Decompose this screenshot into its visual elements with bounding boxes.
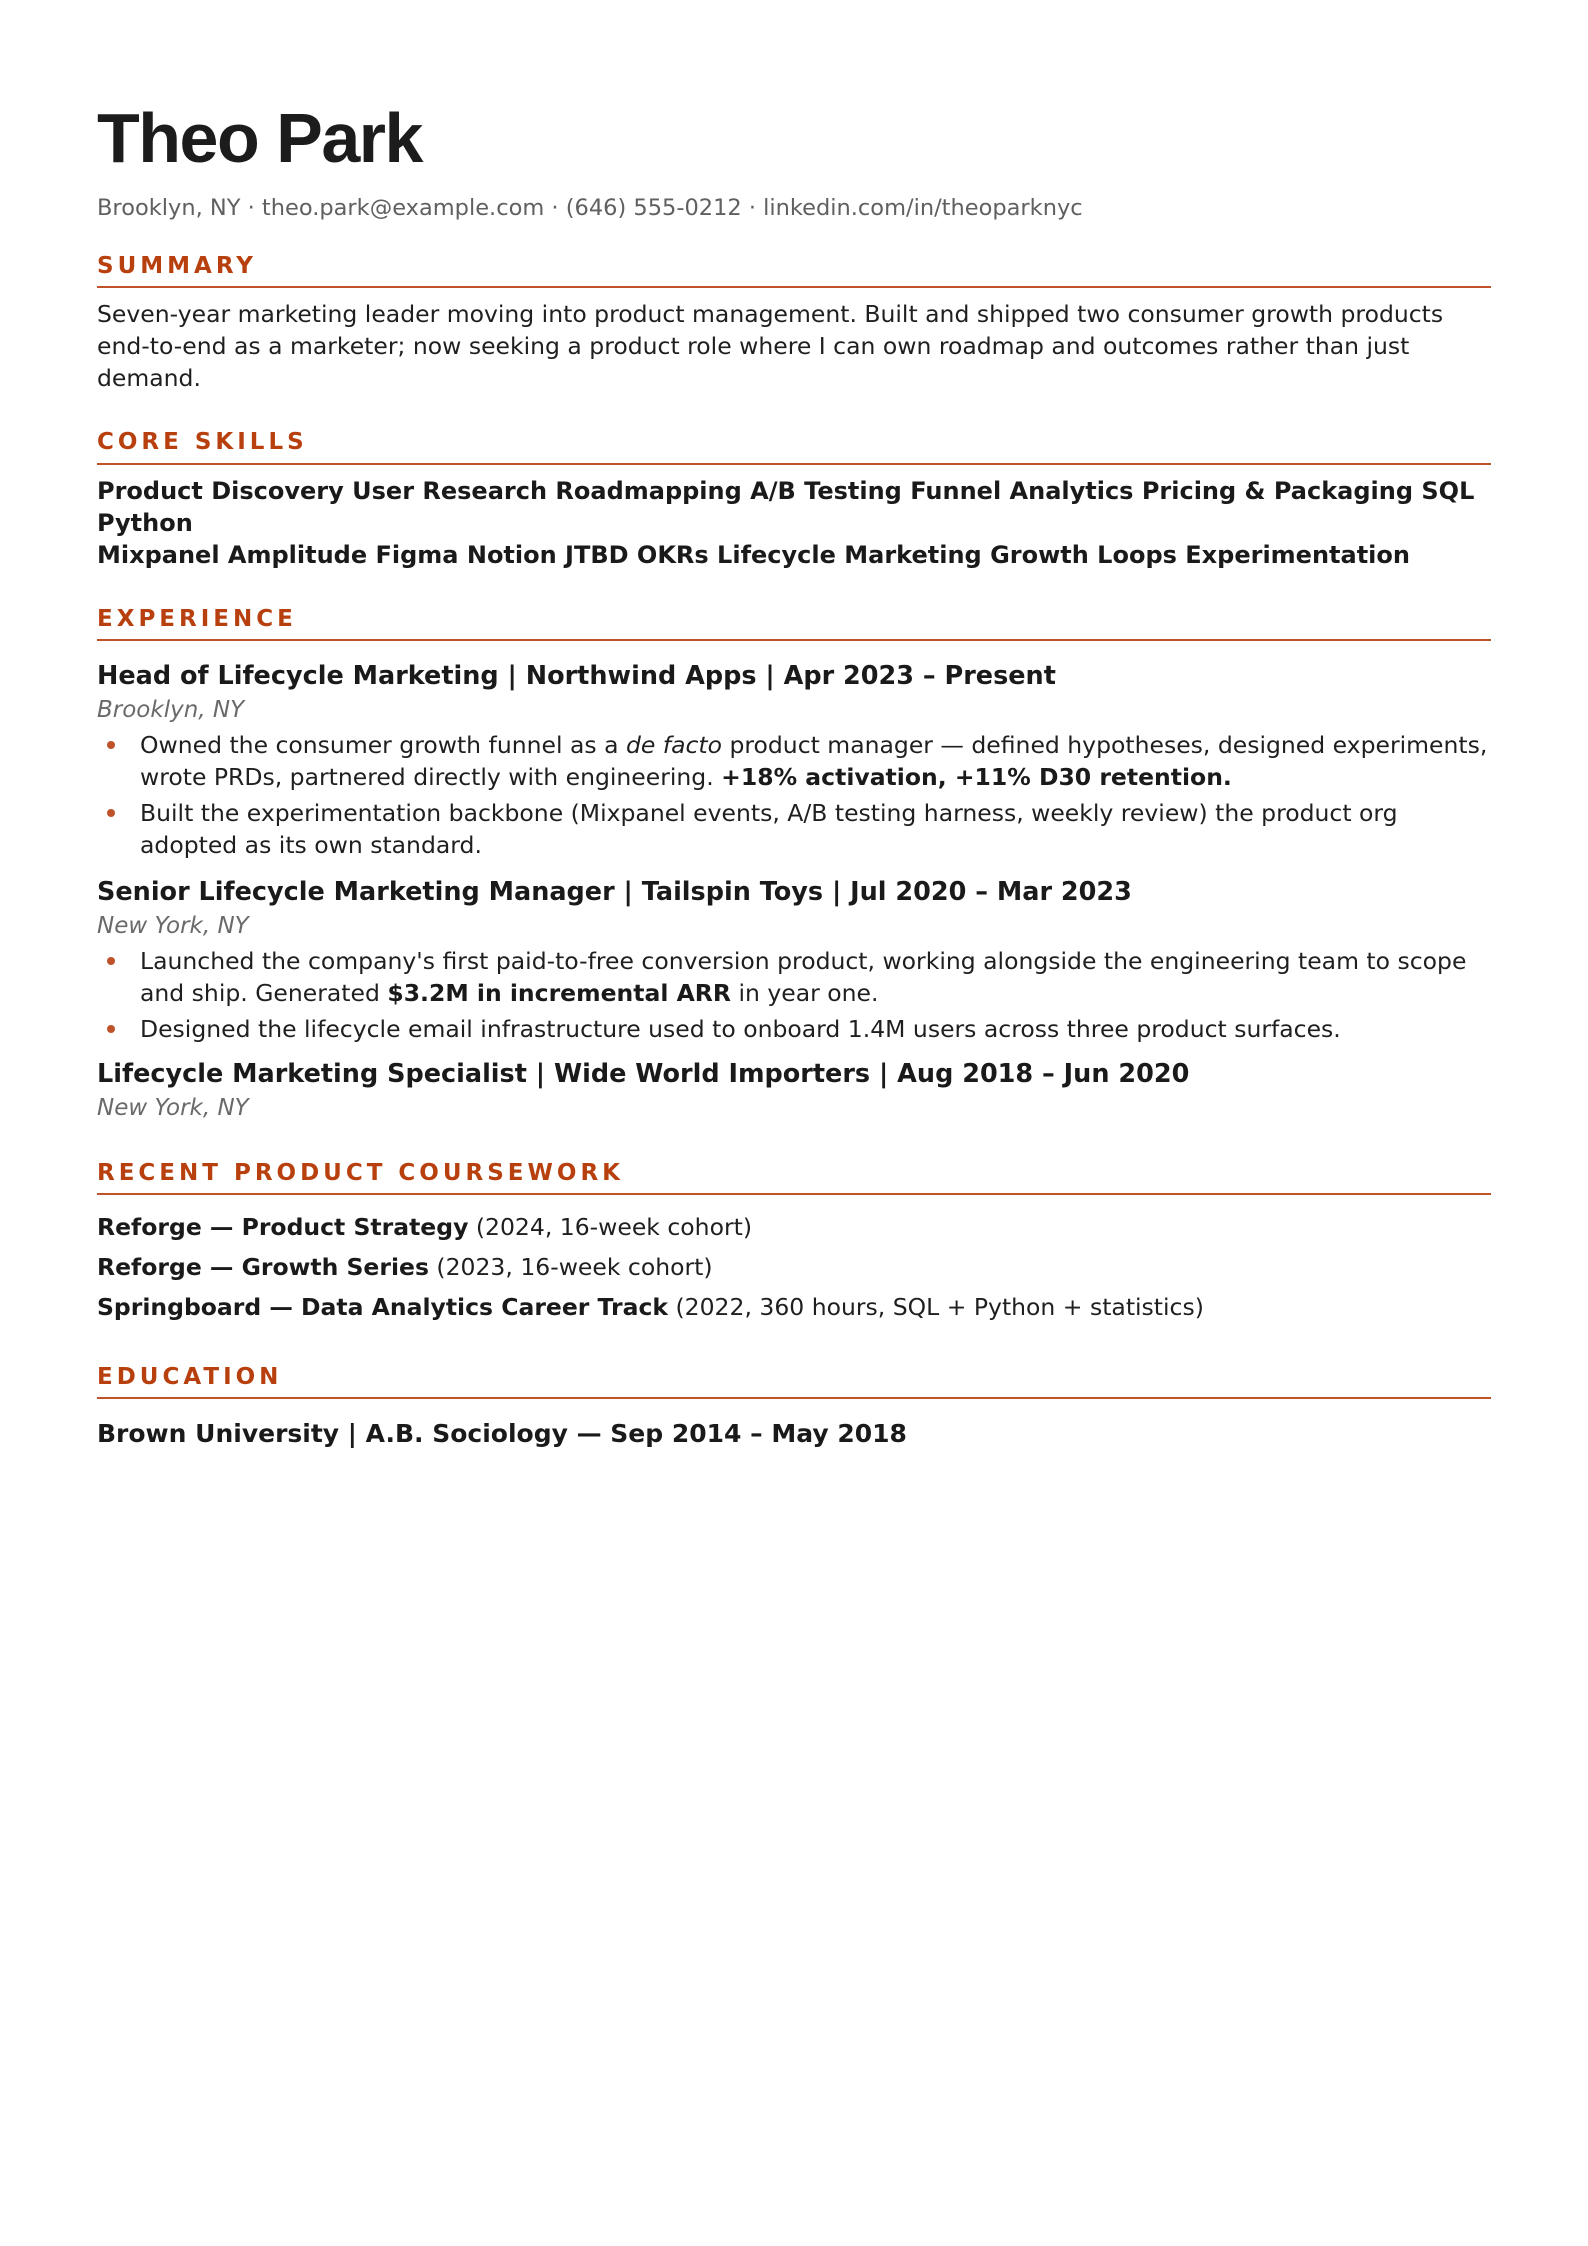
course-item: Springboard — Data Analytics Career Track (2022, 360 hours, SQL + Python + statistics) — [97, 1293, 1204, 1322]
education-heading: EDUCATION — [97, 1365, 1491, 1399]
job-location: New York, NY — [97, 1094, 249, 1121]
skills-list — [97, 475, 1491, 571]
experience-heading: EXPERIENCE — [97, 607, 1491, 641]
job-location: Brooklyn, NY — [97, 696, 245, 723]
job-entry — [97, 659, 1491, 861]
skills-line: Mixpanel Amplitude Figma Notion JTBD OKRs Lifecycle Marketing Growth Loops Experimentation — [97, 540, 1410, 569]
job-bullet: Designed the lifecycle email infrastructure used to onboard 1.4M users across three product surfaces. — [97, 1013, 1491, 1045]
job-entry — [97, 875, 1491, 1045]
coursework-section — [97, 1161, 1491, 1327]
summary-text: Seven-year marketing leader moving into product management. Built and shipped two consumer growth products end-to-end as a marketer; now seeking a product role where I can own roadmap and outcomes rather than just demand. — [97, 300, 1444, 393]
bullet-dot-icon — [107, 809, 115, 817]
bullet-dot-icon — [107, 1025, 115, 1033]
skills-line: Product Discovery User Research Roadmapping A/B Testing Funnel Analytics Pricing & Packaging SQL Python — [97, 476, 1475, 537]
course-item: Reforge — Growth Series (2023, 16-week cohort) — [97, 1253, 713, 1282]
coursework-list — [97, 1207, 1491, 1327]
skills-section — [97, 430, 1491, 570]
contact-line: Brooklyn, NY · theo.park@example.com · (646) 555-0212 · linkedin.com/in/theoparknyc — [97, 195, 1083, 221]
course-item: Reforge — Product Strategy (2024, 16-week cohort) — [97, 1213, 752, 1242]
job-bullets — [97, 945, 1491, 1045]
job-title: Senior Lifecycle Marketing Manager | Tailspin Toys | Jul 2020 – Mar 2023 — [97, 876, 1132, 907]
summary-section — [97, 254, 1491, 394]
job-bullets — [97, 729, 1491, 861]
job-location: New York, NY — [97, 912, 249, 939]
bullet-dot-icon — [107, 741, 115, 749]
job-entry — [97, 1057, 1491, 1123]
job-bullet: Owned the consumer growth funnel as a de facto product manager — defined hypotheses, designed experiments, wrote PRDs, partnered directly with engineering. +18% activation, +11% D30 retention. — [97, 729, 1491, 793]
education-section — [97, 1365, 1491, 1451]
candidate-name: Theo Park — [97, 99, 422, 177]
job-bullet: Launched the company's first paid-to-free conversion product, working alongside the engineering team to scope and ship. Generated $3.2M in incremental ARR in year one. — [97, 945, 1491, 1009]
summary-heading: SUMMARY — [97, 254, 1491, 288]
skills-heading: CORE SKILLS — [97, 430, 1491, 464]
education-entry: Brown University | A.B. Sociology — Sep 2014 – May 2018 — [97, 1419, 907, 1449]
job-bullet: Built the experimentation backbone (Mixpanel events, A/B testing harness, weekly review) the product org adopted as its own standard. — [97, 797, 1491, 861]
experience-section — [97, 607, 1491, 1123]
coursework-heading: RECENT PRODUCT COURSEWORK — [97, 1161, 1491, 1195]
job-title: Head of Lifecycle Marketing | Northwind Apps | Apr 2023 – Present — [97, 660, 1056, 691]
bullet-dot-icon — [107, 957, 115, 965]
job-title: Lifecycle Marketing Specialist | Wide World Importers | Aug 2018 – Jun 2020 — [97, 1058, 1190, 1089]
